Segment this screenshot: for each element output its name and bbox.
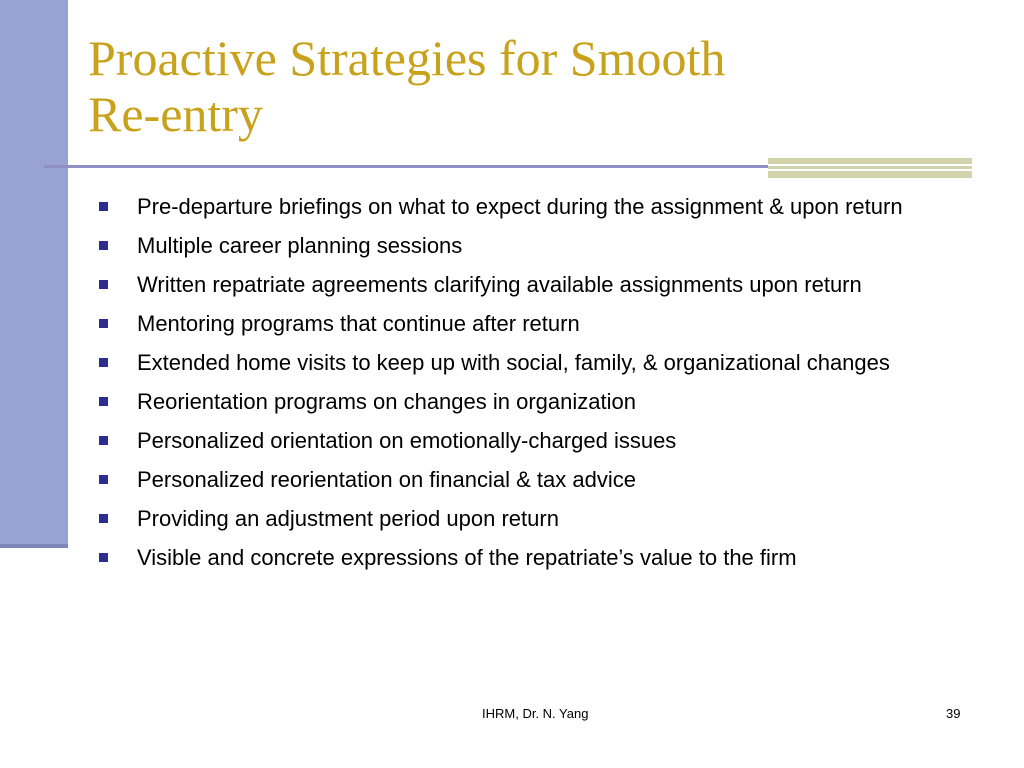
page-number: 39 — [946, 706, 961, 721]
bullet-text: Visible and concrete expressions of the repatriate’s value to the firm — [137, 545, 797, 570]
bullet-item — [96, 348, 916, 378]
bullet-item — [96, 270, 916, 300]
bullet-text: Personalized reorientation on financial & tax advice — [137, 467, 636, 492]
bullet-text: Pre-departure briefings on what to expect during the assignment & upon return — [137, 194, 903, 219]
square-bullet-icon — [99, 475, 108, 484]
footer-text: IHRM, Dr. N. Yang — [482, 706, 589, 721]
bullet-text: Personalized orientation on emotionally-charged issues — [137, 428, 677, 453]
left-accent-bar — [0, 0, 68, 544]
bullet-text: Written repatriate agreements clarifying available assignments upon return — [137, 272, 862, 297]
bullet-item — [96, 309, 916, 339]
left-accent-bar-edge — [0, 544, 68, 548]
bullet-item — [96, 543, 916, 573]
bullet-item — [96, 426, 916, 456]
square-bullet-icon — [99, 514, 108, 523]
bullet-text: Mentoring programs that continue after return — [137, 311, 580, 336]
bullet-item — [96, 192, 916, 222]
square-bullet-icon — [99, 319, 108, 328]
square-bullet-icon — [99, 202, 108, 211]
square-bullet-icon — [99, 241, 108, 250]
bullet-text: Reorientation programs on changes in organization — [137, 389, 636, 414]
bullet-text: Providing an adjustment period upon return — [137, 506, 559, 531]
bullet-text: Multiple career planning sessions — [137, 233, 463, 258]
square-bullet-icon — [99, 397, 108, 406]
decorative-stripe-block — [768, 158, 972, 178]
square-bullet-icon — [99, 436, 108, 445]
slide-title — [88, 30, 948, 142]
slide-title-line-1: Proactive Strategies for Smooth — [88, 30, 726, 86]
square-bullet-icon — [99, 358, 108, 367]
bullet-item — [96, 504, 916, 534]
slide-title-line-2: Re-entry — [88, 86, 263, 142]
bullet-item — [96, 465, 916, 495]
bullet-item — [96, 387, 916, 417]
bullet-item — [96, 231, 916, 261]
square-bullet-icon — [99, 553, 108, 562]
square-bullet-icon — [99, 280, 108, 289]
bullet-list — [96, 192, 916, 582]
bullet-text: Extended home visits to keep up with social, family, & organizational changes — [137, 350, 890, 375]
